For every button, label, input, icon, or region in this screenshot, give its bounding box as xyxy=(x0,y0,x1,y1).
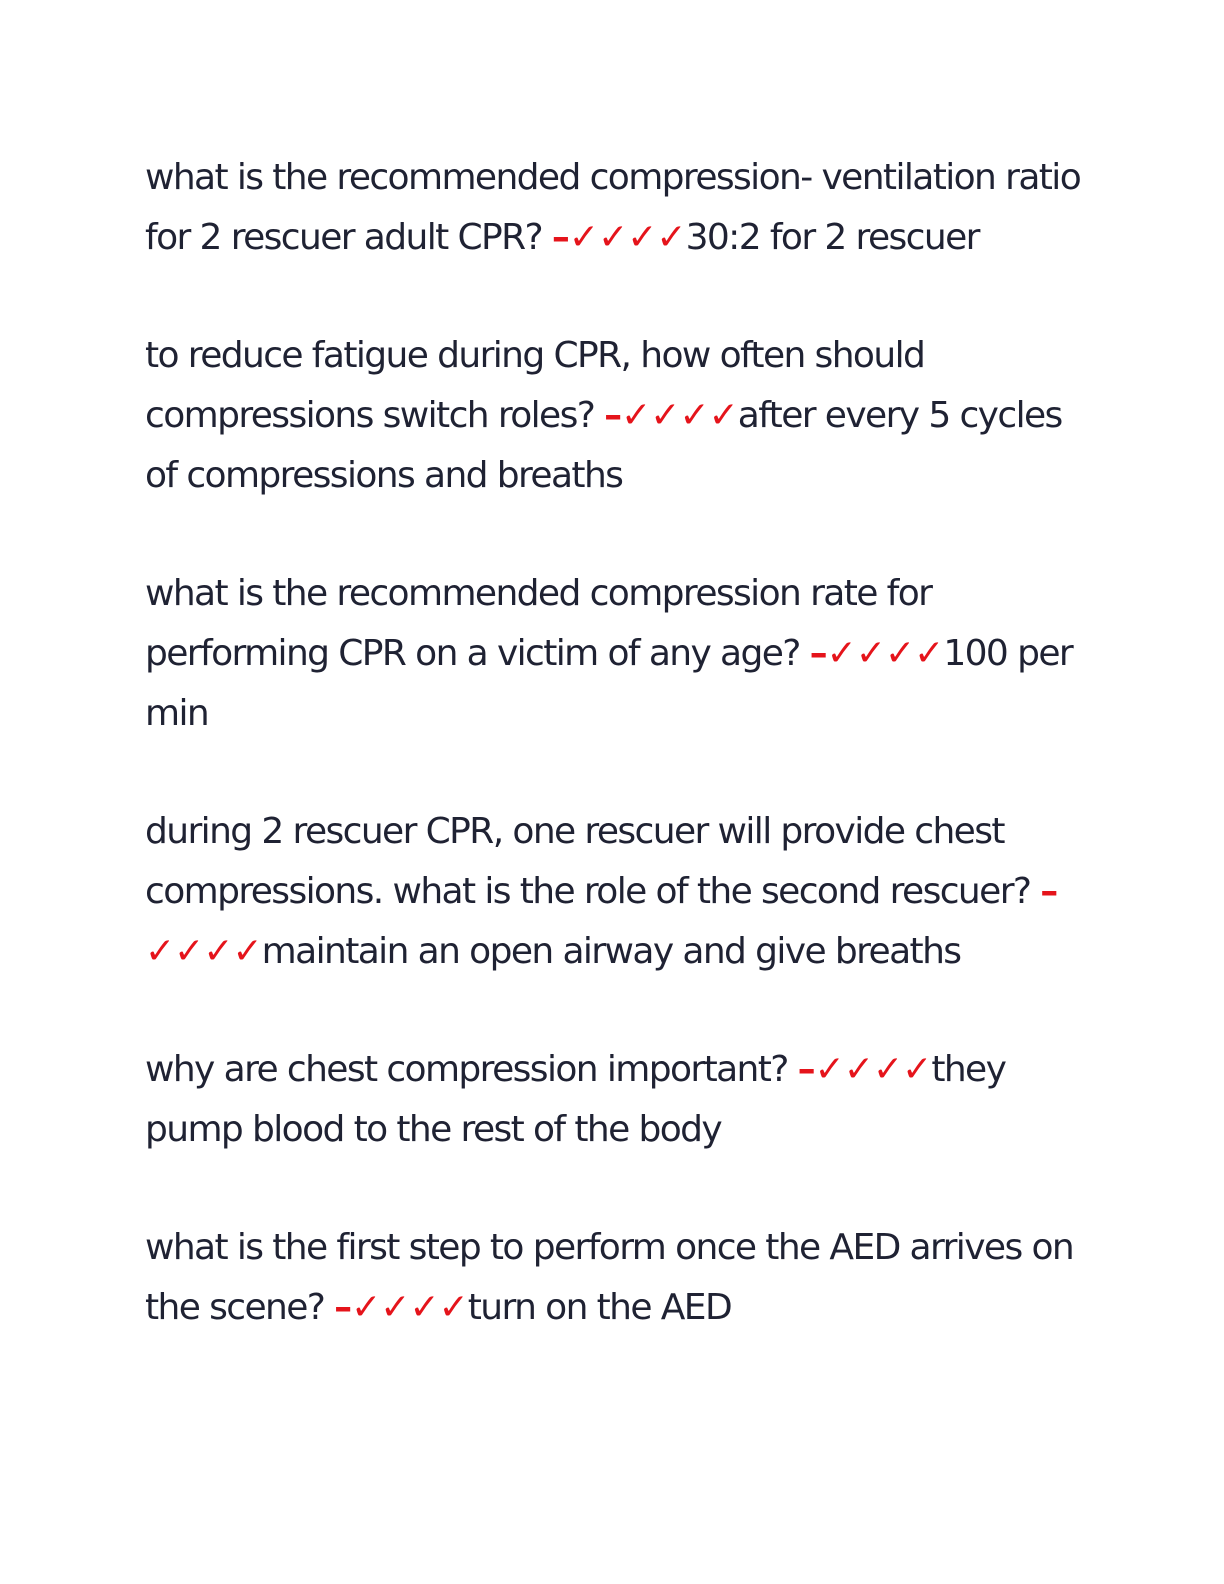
answer-dash: – xyxy=(551,217,569,258)
answer-dash: – xyxy=(334,1287,352,1328)
question-text: what is the recommended compression rate for performing CPR on a victim of any age? xyxy=(145,573,932,674)
check-icons: ✓✓✓✓ xyxy=(814,1049,932,1090)
answer-dash: – xyxy=(809,633,827,674)
answer-text: 100 per min xyxy=(145,633,1073,734)
qa-item xyxy=(145,1218,1085,1338)
answer-dash: – xyxy=(797,1049,815,1090)
check-marks-icon xyxy=(334,1287,468,1328)
qa-list xyxy=(145,148,1085,1396)
answer-text: they pump blood to the rest of the body xyxy=(145,1049,1006,1150)
qa-item xyxy=(145,802,1085,982)
answer-text: maintain an open airway and give breaths xyxy=(261,931,961,972)
check-icons: ✓✓✓✓ xyxy=(351,1287,468,1328)
answer-dash: – xyxy=(604,395,622,436)
qa-item xyxy=(145,1040,1085,1160)
check-marks-icon xyxy=(810,633,944,674)
check-marks-icon xyxy=(798,1049,932,1090)
question-text: why are chest compression important? xyxy=(145,1049,788,1090)
qa-item xyxy=(145,148,1085,268)
answer-dash: – xyxy=(1040,871,1058,912)
question-text: to reduce fatigue during CPR, how often should compressions switch roles? xyxy=(145,335,925,436)
question-text: what is the first step to perform once the AED arrives on the scene? xyxy=(145,1227,1074,1328)
answer-text: after every 5 cycles of compressions and breaths xyxy=(145,395,1062,496)
check-icons: ✓✓✓✓ xyxy=(826,633,944,674)
answer-text: turn on the AED xyxy=(467,1287,732,1328)
check-icons: ✓✓✓✓ xyxy=(568,217,686,258)
qa-item xyxy=(145,326,1085,506)
qa-item xyxy=(145,564,1085,744)
question-text: what is the recommended compression- ventilation ratio for 2 rescuer adult CPR? xyxy=(145,157,1081,258)
question-text: during 2 rescuer CPR, one rescuer will provide chest compressions. what is the role of the second rescuer? xyxy=(145,811,1031,912)
check-icons: ✓✓✓✓ xyxy=(621,395,738,436)
check-marks-icon xyxy=(552,217,686,258)
answer-text: 30:2 for 2 rescuer xyxy=(685,217,979,258)
check-marks-icon xyxy=(604,395,738,436)
check-icons: ✓✓✓✓ xyxy=(145,931,262,972)
